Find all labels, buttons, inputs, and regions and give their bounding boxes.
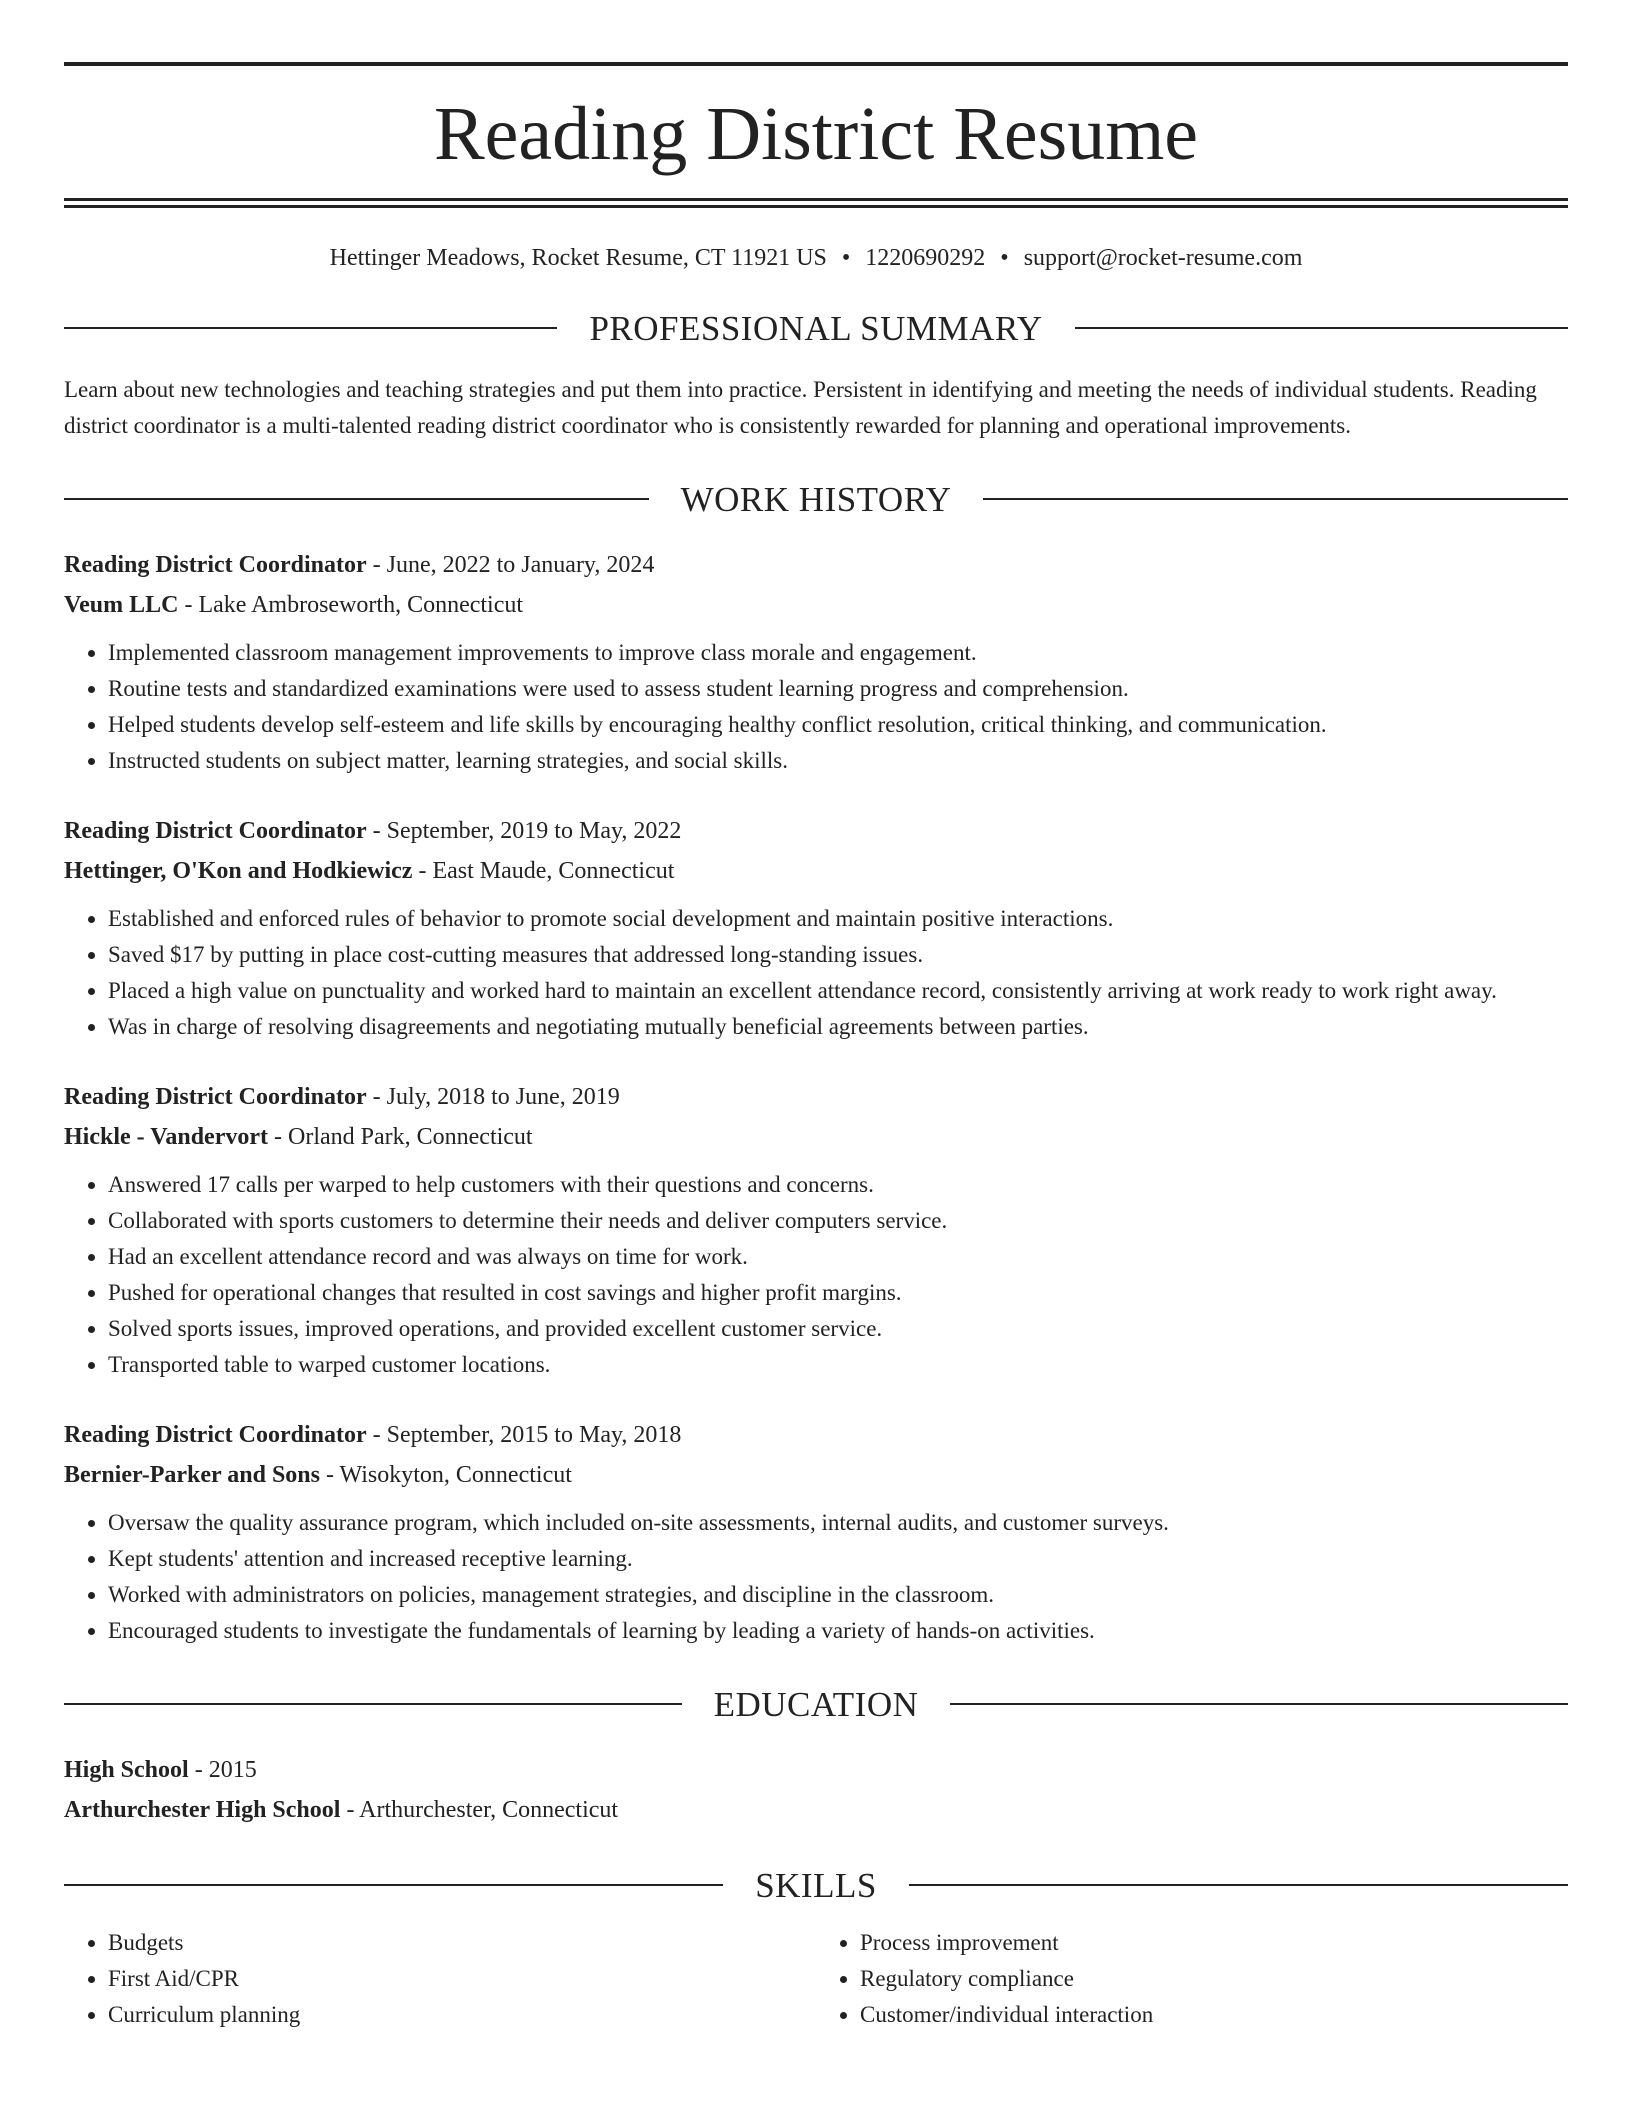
section-rule-left (64, 498, 649, 500)
contact-email: support@rocket-resume.com (1023, 245, 1303, 271)
education-year: - 2015 (194, 1756, 257, 1783)
job-title-line (64, 811, 1568, 851)
job-dates: - July, 2018 to June, 2019 (372, 1083, 620, 1110)
job-title-line (64, 1415, 1568, 1455)
section-rule-right (950, 1703, 1568, 1705)
skill-item: • Budgets (108, 1925, 816, 1961)
job-bullets (64, 635, 1568, 779)
education-degree-line (64, 1750, 1568, 1790)
job-company-line (64, 1117, 1568, 1157)
job-entry (64, 1077, 1568, 1383)
job-title-line (64, 545, 1568, 585)
education-school-line (64, 1790, 1568, 1830)
job-title: Reading District Coordinator (64, 1421, 367, 1448)
skills-column-right (816, 1925, 1568, 2033)
job-bullets (64, 901, 1568, 1045)
job-company: Hickle - Vandervort (64, 1123, 268, 1150)
job-entry (64, 1415, 1568, 1649)
work-history-list (64, 545, 1568, 1649)
job-entry (64, 811, 1568, 1045)
skill-item: • Customer/individual interaction (860, 1997, 1568, 2033)
job-bullet: • Answered 17 calls per warped to help customers with their questions and concerns. (108, 1167, 1568, 1203)
section-rule-left (64, 1884, 723, 1886)
section-title-work: WORK HISTORY (680, 479, 952, 519)
skills-list (64, 1925, 1568, 2033)
job-bullet: • Collaborated with sports customers to determine their needs and deliver computers service. (108, 1203, 1568, 1239)
job-bullet: • Worked with administrators on policies, management strategies, and discipline in the classroom. (108, 1577, 1568, 1613)
job-title: Reading District Coordinator (64, 551, 367, 578)
job-company-line (64, 585, 1568, 625)
job-bullet: • Had an excellent attendance record and was always on time for work. (108, 1239, 1568, 1275)
section-header-skills (64, 1865, 1568, 1905)
job-bullet: • Kept students' attention and increased receptive learning. (108, 1541, 1568, 1577)
education-degree: High School (64, 1756, 189, 1783)
contact-phone: 1220690292 (865, 245, 986, 271)
section-header-education (64, 1684, 1568, 1724)
job-bullet: • Transported table to warped customer locations. (108, 1347, 1568, 1383)
summary-text: Learn about new technologies and teaching strategies and put them into practice. Persistent in identifying and meeting the needs of individual students. Reading district coordinator is a multi-talented reading district coordinator who is consistently rewarded for planning and operational improvements. (64, 376, 1537, 438)
section-header-work (64, 479, 1568, 519)
job-bullet: • Routine tests and standardized examinations were used to assess student learning progress and comprehension. (108, 671, 1568, 707)
contact-line (64, 244, 1568, 273)
skill-item: • Curriculum planning (108, 1997, 816, 2033)
skills-column-left (64, 1925, 816, 2033)
job-bullet: • Placed a high value on punctuality and worked hard to maintain an excellent attendance record, consistently arriving at work ready to work right away. (108, 973, 1568, 1009)
section-title-education: EDUCATION (713, 1684, 919, 1724)
job-company-line (64, 1455, 1568, 1495)
job-dates: - September, 2015 to May, 2018 (372, 1421, 682, 1448)
job-bullets (64, 1505, 1568, 1649)
skill-item: • Regulatory compliance (860, 1961, 1568, 1997)
job-bullet: • Instructed students on subject matter, learning strategies, and social skills. (108, 743, 1568, 779)
job-bullet: • Pushed for operational changes that resulted in cost savings and higher profit margins. (108, 1275, 1568, 1311)
contact-address: Hettinger Meadows, Rocket Resume, CT 11921 US (329, 245, 827, 271)
section-title-summary: PROFESSIONAL SUMMARY (589, 308, 1043, 348)
job-entry (64, 545, 1568, 779)
job-bullet: • Established and enforced rules of behavior to promote social development and maintain positive interactions. (108, 901, 1568, 937)
resume-title: Reading District Resume (433, 92, 1199, 176)
section-header-summary (64, 308, 1568, 348)
contact-separator: • (841, 245, 851, 271)
job-dates: - September, 2019 to May, 2022 (372, 817, 682, 844)
section-rule-right (983, 498, 1568, 500)
job-company: Hettinger, O'Kon and Hodkiewicz (64, 857, 413, 884)
top-rule (64, 62, 1568, 66)
job-bullet: • Was in charge of resolving disagreements and negotiating mutually beneficial agreements between parties. (108, 1009, 1568, 1045)
skill-item: • Process improvement (860, 1925, 1568, 1961)
section-rule-right (1075, 327, 1568, 329)
contact-separator: • (1000, 245, 1009, 271)
job-company: Veum LLC (64, 591, 179, 618)
job-location: - Orland Park, Connecticut (274, 1123, 533, 1150)
job-company: Bernier-Parker and Sons (64, 1461, 320, 1488)
section-rule-left (64, 1703, 682, 1705)
education-location: - Arthurchester, Connecticut (346, 1796, 619, 1823)
job-bullet: • Solved sports issues, improved operations, and provided excellent customer service. (108, 1311, 1568, 1347)
job-bullet: • Implemented classroom management improvements to improve class morale and engagement. (108, 635, 1568, 671)
job-bullet: • Oversaw the quality assurance program, which included on-site assessments, internal audits, and customer surveys. (108, 1505, 1568, 1541)
job-location: - Lake Ambroseworth, Connecticut (184, 591, 524, 618)
job-location: - East Maude, Connecticut (418, 857, 675, 884)
title-double-rule (64, 198, 1568, 208)
job-company-line (64, 851, 1568, 891)
education-entry (64, 1750, 1568, 1830)
section-rule-right (909, 1884, 1568, 1886)
section-rule-left (64, 327, 557, 329)
education-school: Arthurchester High School (64, 1796, 341, 1823)
skill-item: • First Aid/CPR (108, 1961, 816, 1997)
job-bullet: • Saved $17 by putting in place cost-cutting measures that addressed long-standing issues. (108, 937, 1568, 973)
job-location: - Wisokyton, Connecticut (326, 1461, 572, 1488)
job-bullet: • Helped students develop self-esteem and life skills by encouraging healthy conflict resolution, critical thinking, and communication. (108, 707, 1568, 743)
job-dates: - June, 2022 to January, 2024 (372, 551, 655, 578)
job-title-line (64, 1077, 1568, 1117)
job-title: Reading District Coordinator (64, 1083, 367, 1110)
section-title-skills: SKILLS (755, 1865, 877, 1905)
job-title: Reading District Coordinator (64, 817, 367, 844)
job-bullet: • Encouraged students to investigate the fundamentals of learning by leading a variety of hands-on activities. (108, 1613, 1568, 1649)
job-bullets (64, 1167, 1568, 1383)
